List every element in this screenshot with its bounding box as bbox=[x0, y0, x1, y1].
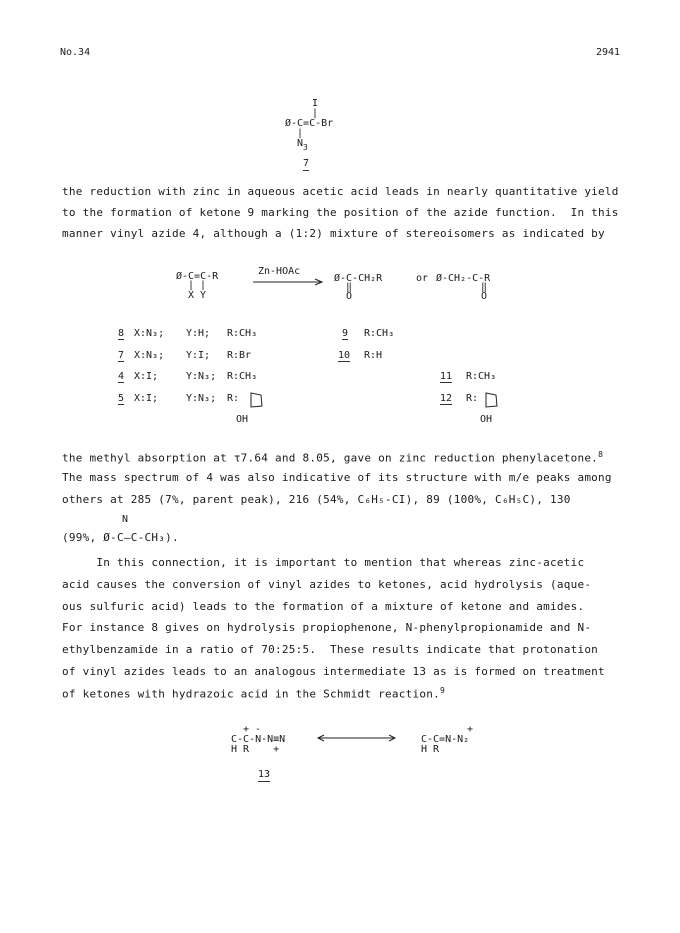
scheme13-right: C-C=N-N₂ bbox=[421, 734, 470, 745]
compound-number: 8 bbox=[118, 328, 125, 339]
structure-7-bond-down: | bbox=[297, 128, 304, 139]
para3-line4: For instance 8 gives on hydrolysis propiophenone, N-phenylpropionamide and N- bbox=[62, 621, 592, 634]
scheme13-left: C-C-N-N≡N bbox=[231, 734, 286, 745]
compound-r: R:CH₃ bbox=[227, 371, 258, 382]
scheme-reactant: Ø-C=C-R bbox=[176, 271, 219, 282]
compound-x: X:N₃; bbox=[134, 350, 165, 361]
journal-number: No.34 bbox=[60, 47, 91, 58]
oh-label-left: OH bbox=[236, 414, 249, 425]
para2-line3: others at 285 (7%, parent peak), 216 (54%, C₆H₅-CI), 89 (100%, C₆H₅C), 130 bbox=[62, 493, 571, 506]
compound-r: R:CH₃ bbox=[227, 328, 258, 339]
compound-y: Y:N₃; bbox=[186, 371, 217, 382]
compound-y: Y:N₃; bbox=[186, 393, 217, 404]
scheme13-left-charges: + - bbox=[243, 724, 262, 735]
para3-line6: of vinyl azides leads to an analogous intermediate 13 as is formed on treatment bbox=[62, 665, 605, 678]
scheme13-left-sub: H R + bbox=[231, 744, 280, 755]
scheme-reagent: Zn-HOAc bbox=[258, 266, 301, 277]
para3-line3: ous sulfuric acid) leads to the formation of a mixture of ketone and amides. bbox=[62, 600, 585, 613]
compound-r: R:Br bbox=[227, 350, 252, 361]
compound-number: 11 bbox=[440, 371, 453, 382]
compound-y: Y:I; bbox=[186, 350, 211, 361]
compound-r: R: bbox=[466, 393, 479, 404]
cyclobutanol-ring-icon bbox=[245, 389, 267, 411]
compound-x: X:I; bbox=[134, 371, 159, 382]
reaction-arrow bbox=[253, 278, 325, 286]
scheme-reactant-xy: X Y bbox=[188, 290, 207, 301]
oh-label-right: OH bbox=[480, 414, 493, 425]
scheme13-right-charge: + bbox=[467, 724, 474, 735]
structure-7-iodine: I bbox=[312, 98, 319, 109]
compound-r: R:H bbox=[364, 350, 383, 361]
scheme-product1-dbl: ‖ bbox=[346, 282, 353, 293]
structure-7-label: 7 bbox=[303, 158, 310, 169]
structure-7-main: Ø-C=C-Br bbox=[285, 118, 334, 129]
scheme-reactant-bonds: | | bbox=[188, 280, 207, 291]
para3-line1: In this connection, it is important to mention that whereas zinc-acetic bbox=[62, 556, 585, 569]
scheme-product1-o: O bbox=[346, 291, 353, 302]
compound-r: R:CH₃ bbox=[466, 371, 497, 382]
scheme13-label: 13 bbox=[258, 769, 271, 780]
compound-number: 12 bbox=[440, 393, 453, 404]
page-number: 2941 bbox=[596, 47, 621, 58]
para1-line1: the reduction with zinc in aqueous acetic acid leads in nearly quantitative yield bbox=[62, 185, 619, 198]
scheme13-right-sub: H R bbox=[421, 744, 440, 755]
compound-r: R:CH₃ bbox=[364, 328, 395, 339]
para1-line3: manner vinyl azide 4, although a (1:2) mixture of stereoisomers as indicated by bbox=[62, 227, 605, 240]
resonance-arrow bbox=[316, 733, 398, 743]
scheme-product2: Ø-CH₂-C-R bbox=[436, 273, 491, 284]
compound-x: X:I; bbox=[134, 393, 159, 404]
para3-line2: acid causes the conversion of vinyl azides to ketones, acid hydrolysis (aque- bbox=[62, 578, 592, 591]
scheme-or: or bbox=[416, 273, 429, 284]
compound-number: 9 bbox=[342, 328, 349, 339]
structure-7-bond: | bbox=[312, 108, 319, 119]
para2-line2: The mass spectrum of 4 was also indicative of its structure with m/e peaks among bbox=[62, 471, 612, 484]
structure-7-azide: $N_3$ bbox=[297, 138, 308, 152]
cyclobutanol-ring-icon bbox=[480, 389, 502, 411]
compound-y: Y:H; bbox=[186, 328, 211, 339]
compound-number: 10 bbox=[338, 350, 351, 361]
para2-line1: the methyl absorption at τ7.64 and 8.05, gave on zinc reduction phenylacetone.$^8$ bbox=[62, 450, 604, 465]
para3-line5: ethylbenzamide in a ratio of 70:25:5. These results indicate that protonation bbox=[62, 643, 599, 656]
compound-number: 5 bbox=[118, 393, 125, 404]
para3-line7: of ketones with hydrazoic acid in the Schmidt reaction.$^9$ bbox=[62, 686, 446, 701]
compound-number: 4 bbox=[118, 371, 125, 382]
compound-x: X:N₃; bbox=[134, 328, 165, 339]
para2-ring-n: N bbox=[122, 514, 129, 525]
scheme-product1: Ø-C-CH₂R bbox=[334, 273, 383, 284]
compound-number: 7 bbox=[118, 350, 125, 361]
para1-line2: to the formation of ketone 9 marking the position of the azide function. In this bbox=[62, 206, 619, 219]
compound-r: R: bbox=[227, 393, 240, 404]
scheme-product2-dbl: ‖ bbox=[481, 282, 488, 293]
para2-line4: (99%, Ø-C–C-CH₃). bbox=[62, 531, 179, 544]
scheme-product2-o: O bbox=[481, 291, 488, 302]
